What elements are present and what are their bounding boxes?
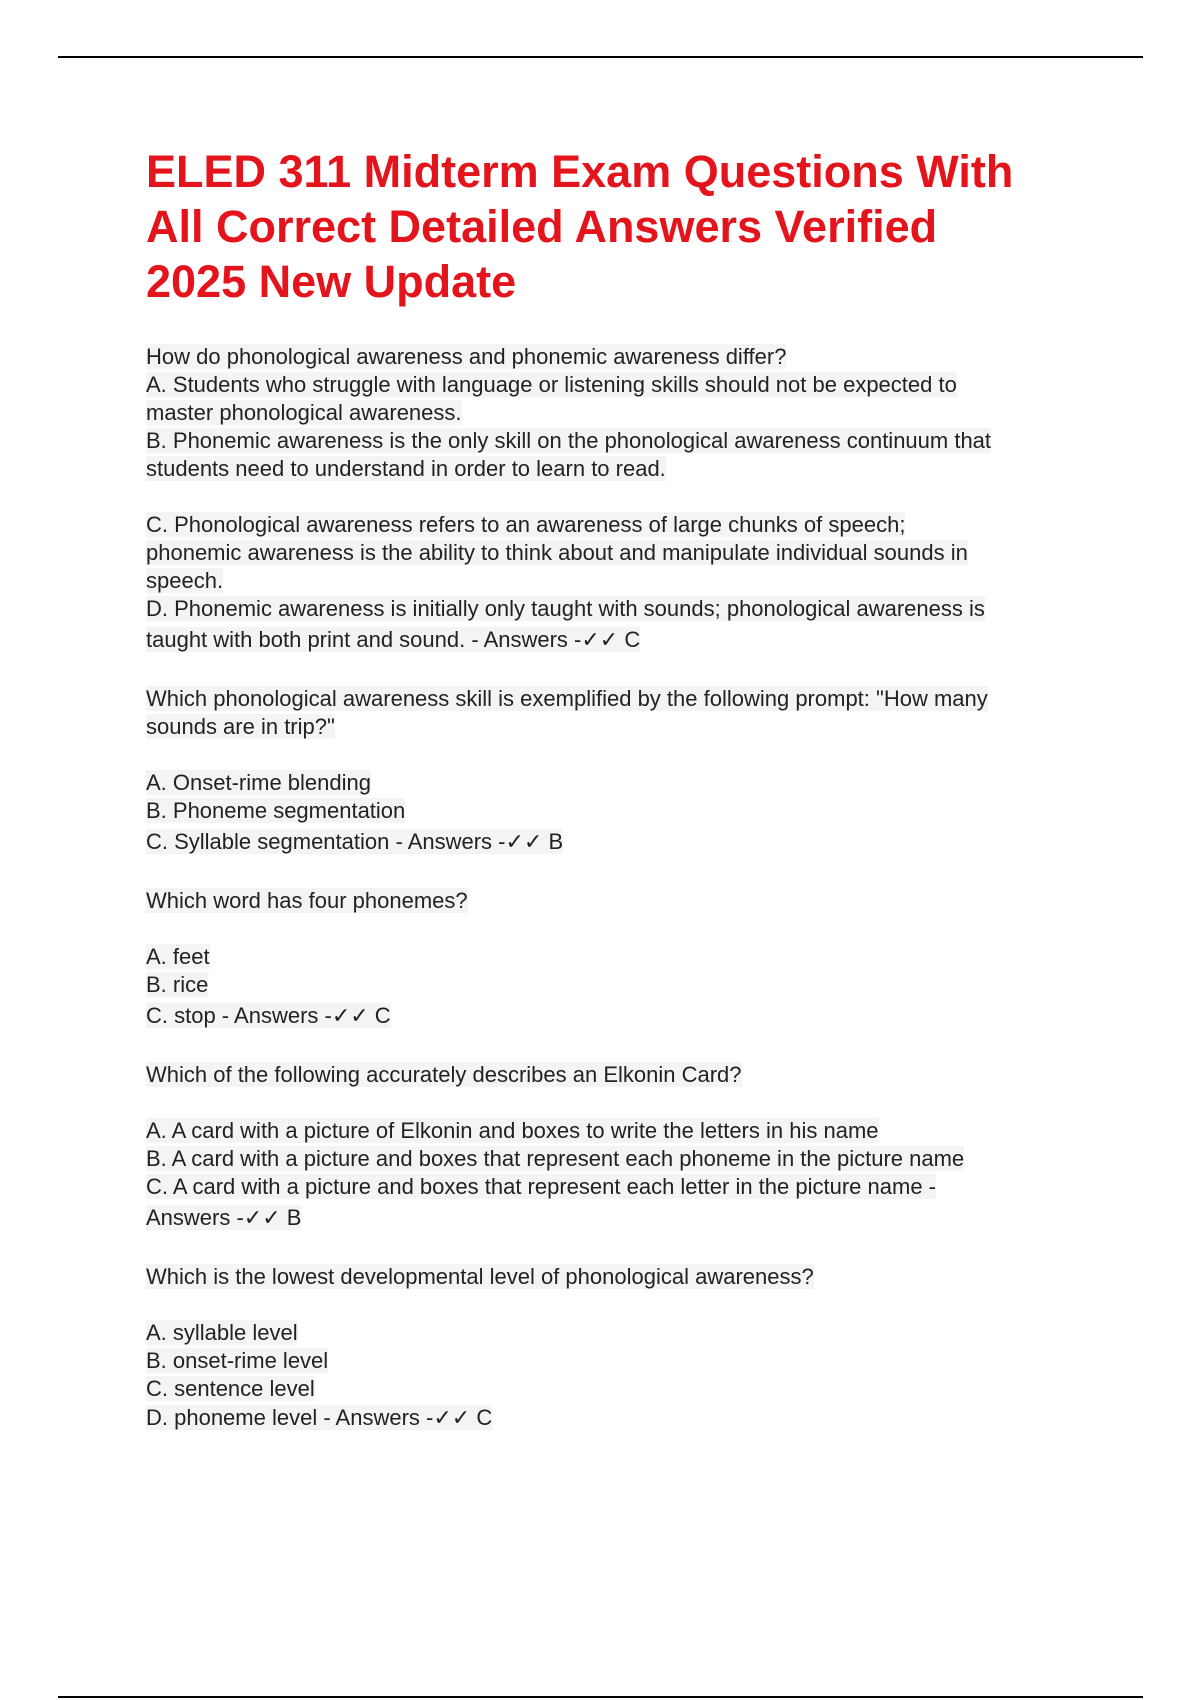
- q5-spacer: [146, 1291, 1086, 1319]
- q1-option-c-line-2: phonemic awareness is the ability to think about and manipulate individual sounds in: [146, 540, 968, 565]
- q5-option-a: A. syllable level: [146, 1320, 298, 1345]
- question-block-5: [146, 1263, 1086, 1433]
- q4-option-c-line-1: C. A card with a picture and boxes that represent each letter in the picture name -: [146, 1174, 936, 1199]
- q2-option-a: A. Onset-rime blending: [146, 770, 371, 795]
- question-block-3: [146, 887, 1086, 1033]
- q1-option-d-answer: taught with both print and sound. - Answers -✓✓ C: [146, 627, 641, 652]
- q1-spacer: [146, 483, 1086, 511]
- top-rule: [58, 56, 1143, 58]
- q5-prompt: Which is the lowest developmental level of phonological awareness?: [146, 1264, 814, 1289]
- q1-option-a-line-1: A. Students who struggle with language or listening skills should not be expected to: [146, 372, 957, 397]
- q5-option-d-answer: D. phoneme level - Answers -✓✓ C: [146, 1405, 493, 1430]
- q1-option-b-line-2: students need to understand in order to learn to read.: [146, 456, 666, 481]
- question-block-2: [146, 685, 1086, 859]
- q3-option-b: B. rice: [146, 972, 209, 997]
- q1-option-a-line-2: master phonological awareness.: [146, 400, 462, 425]
- q3-option-a: A. feet: [146, 944, 210, 969]
- q4-spacer: [146, 1089, 1086, 1117]
- question-block-4: [146, 1061, 1086, 1235]
- question-block-1: [146, 343, 1086, 657]
- title-line-1: ELED 311 Midterm Exam Questions With: [146, 146, 1014, 197]
- q1-option-d-line-1: D. Phonemic awareness is initially only taught with sounds; phonological awareness is: [146, 596, 985, 621]
- document-title: [146, 144, 1086, 309]
- q4-option-b: B. A card with a picture and boxes that represent each phoneme in the picture name: [146, 1146, 965, 1171]
- q1-prompt: How do phonological awareness and phonemic awareness differ?: [146, 344, 787, 369]
- q4-option-a: A. A card with a picture of Elkonin and boxes to write the letters in his name: [146, 1118, 879, 1143]
- q4-option-c-answer: Answers -✓✓ B: [146, 1205, 302, 1230]
- q2-option-c-answer: C. Syllable segmentation - Answers -✓✓ B: [146, 829, 564, 854]
- q5-option-c: C. sentence level: [146, 1376, 315, 1401]
- q1-option-c-line-3: speech.: [146, 568, 224, 593]
- q3-option-c-answer: C. stop - Answers -✓✓ C: [146, 1003, 391, 1028]
- title-line-3: 2025 New Update: [146, 256, 517, 307]
- document-body: [146, 144, 1086, 1461]
- q2-prompt-line-2: sounds are in trip?": [146, 714, 335, 739]
- q3-spacer: [146, 915, 1086, 943]
- q1-option-c-line-1: C. Phonological awareness refers to an awareness of large chunks of speech;: [146, 512, 906, 537]
- q2-spacer: [146, 741, 1086, 769]
- q1-option-b-line-1: B. Phonemic awareness is the only skill on the phonological awareness continuum that: [146, 428, 992, 453]
- bottom-rule: [58, 1696, 1143, 1698]
- q2-prompt-line-1: Which phonological awareness skill is exemplified by the following prompt: "How many: [146, 686, 988, 711]
- title-line-2: All Correct Detailed Answers Verified: [146, 201, 938, 252]
- q2-option-b: B. Phoneme segmentation: [146, 798, 406, 823]
- q4-prompt: Which of the following accurately describes an Elkonin Card?: [146, 1062, 742, 1087]
- q5-option-b: B. onset-rime level: [146, 1348, 329, 1373]
- q3-prompt: Which word has four phonemes?: [146, 888, 468, 913]
